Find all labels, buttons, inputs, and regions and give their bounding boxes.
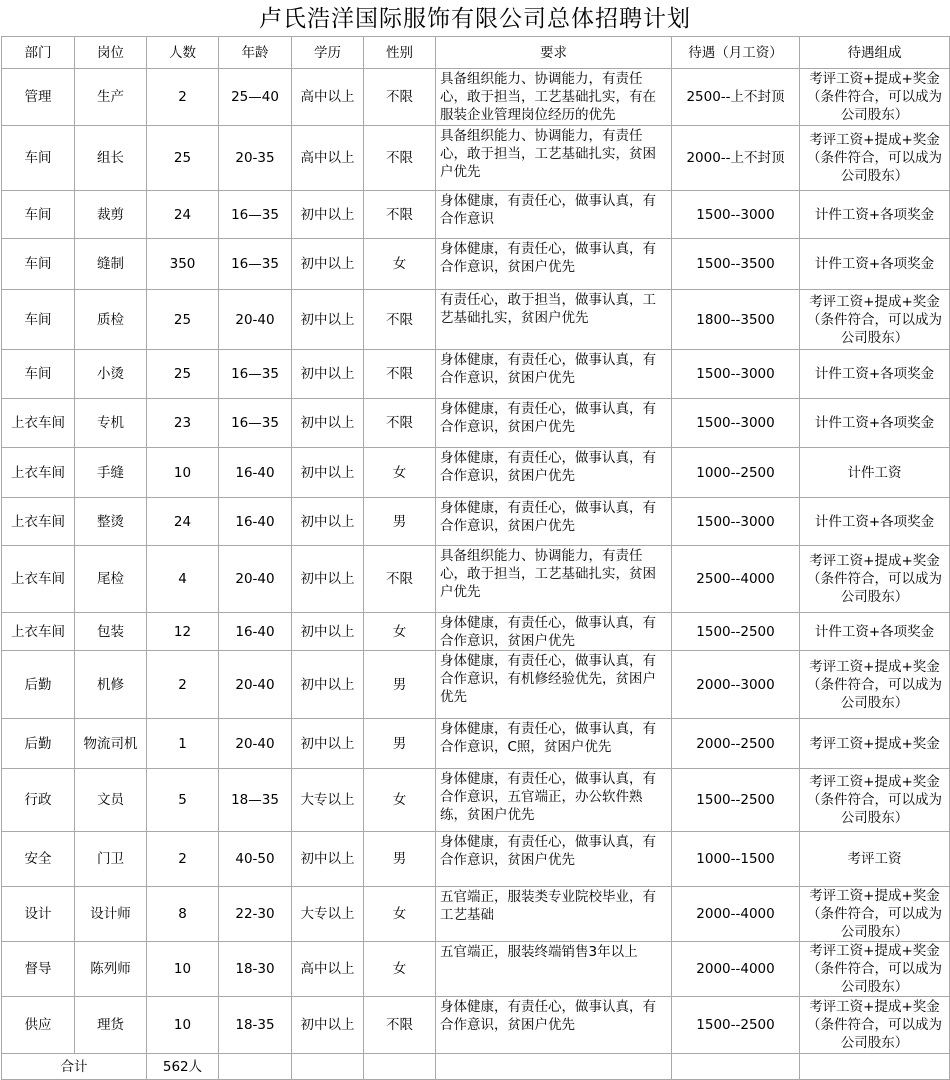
requirement-cell: 身体健康，有责任心，做事认真，有合作意识，贫困户优先 [436, 350, 672, 399]
requirement-cell: 具备组织能力、协调能力，有责任心，敢于担当，工艺基础扎实，有在服装企业管理岗位经历的优先 [436, 69, 672, 126]
salary-cell: 1500--2500 [672, 613, 800, 651]
post-cell: 缝制 [75, 239, 147, 290]
table-row [2, 126, 950, 191]
education-cell: 初中以上 [292, 498, 364, 546]
count-cell: 350 [147, 239, 219, 290]
requirement-cell: 具备组织能力、协调能力，有责任心，敢于担当，工艺基础扎实，贫困户优先 [436, 546, 672, 613]
dept-cell: 上衣车间 [2, 546, 75, 613]
table-row [2, 613, 950, 651]
education-cell: 初中以上 [292, 191, 364, 239]
dept-cell: 行政 [2, 769, 75, 832]
page-title: 卢氏浩洋国际服饰有限公司总体招聘计划 [259, 6, 691, 32]
education-cell: 高中以上 [292, 69, 364, 126]
requirement-cell: 有责任心，敢于担当，做事认真，工艺基础扎实，贫困户优先 [436, 290, 672, 350]
requirement-cell: 身体健康，有责任心，做事认真，有合作意识，贫困户优先 [436, 448, 672, 498]
dept-cell: 上衣车间 [2, 399, 75, 448]
gender-cell: 不限 [364, 290, 436, 350]
compensation-cell: 考评工资 [800, 832, 950, 887]
total-count: 562人 [147, 1054, 219, 1080]
education-cell: 初中以上 [292, 546, 364, 613]
count-cell: 2 [147, 69, 219, 126]
dept-cell: 供应 [2, 997, 75, 1054]
compensation-cell: 考评工资+提成+奖金（条件符合，可以成为公司股东） [800, 126, 950, 191]
count-cell: 10 [147, 942, 219, 997]
header-cell: 性别 [364, 37, 436, 69]
compensation-cell: 计件工资+各项奖金 [800, 191, 950, 239]
table-row [2, 448, 950, 498]
post-cell: 小烫 [75, 350, 147, 399]
age-cell: 16—35 [219, 191, 292, 239]
empty-cell [364, 1054, 436, 1080]
age-cell: 18-30 [219, 942, 292, 997]
gender-cell: 男 [364, 719, 436, 769]
compensation-cell: 计件工资+各项奖金 [800, 613, 950, 651]
requirement-cell: 五官端正，服装类专业院校毕业，有工艺基础 [436, 887, 672, 942]
requirement-cell: 身体健康，有责任心，做事认真，有合作意识 [436, 191, 672, 239]
table-row [2, 997, 950, 1054]
table-row [2, 350, 950, 399]
compensation-cell: 考评工资+提成+奖金 [800, 719, 950, 769]
count-cell: 24 [147, 498, 219, 546]
gender-cell: 女 [364, 887, 436, 942]
empty-cell [800, 1054, 950, 1080]
post-cell: 组长 [75, 126, 147, 191]
empty-cell [436, 1054, 672, 1080]
count-cell: 25 [147, 350, 219, 399]
age-cell: 25—40 [219, 69, 292, 126]
count-cell: 2 [147, 832, 219, 887]
gender-cell: 男 [364, 498, 436, 546]
salary-cell: 2000--4000 [672, 887, 800, 942]
salary-cell: 1500--3000 [672, 350, 800, 399]
post-cell: 裁剪 [75, 191, 147, 239]
compensation-cell: 计件工资+各项奖金 [800, 350, 950, 399]
age-cell: 18-35 [219, 997, 292, 1054]
compensation-cell: 考评工资+提成+奖金（条件符合，可以成为公司股东） [800, 997, 950, 1054]
salary-cell: 1500--3000 [672, 191, 800, 239]
age-cell: 16—35 [219, 239, 292, 290]
salary-cell: 1500--2500 [672, 769, 800, 832]
requirement-cell: 身体健康，有责任心，做事认真，有合作意识，贫困户优先 [436, 399, 672, 448]
requirement-cell: 身体健康，有责任心，做事认真，有合作意识，有机修经验优先，贫困户优先 [436, 651, 672, 719]
header-cell: 岗位 [75, 37, 147, 69]
post-cell: 物流司机 [75, 719, 147, 769]
dept-cell: 督导 [2, 942, 75, 997]
gender-cell: 不限 [364, 69, 436, 126]
empty-cell [219, 1054, 292, 1080]
empty-cell [672, 1054, 800, 1080]
count-cell: 10 [147, 997, 219, 1054]
post-cell: 门卫 [75, 832, 147, 887]
table-row [2, 399, 950, 448]
post-cell: 理货 [75, 997, 147, 1054]
gender-cell: 不限 [364, 350, 436, 399]
table-row [2, 769, 950, 832]
count-cell: 1 [147, 719, 219, 769]
age-cell: 16—35 [219, 350, 292, 399]
total-label: 合计 [2, 1054, 147, 1080]
count-cell: 25 [147, 290, 219, 350]
salary-cell: 1500--3000 [672, 498, 800, 546]
education-cell: 初中以上 [292, 239, 364, 290]
requirement-cell: 五官端正，服装终端销售3年以上 [436, 942, 672, 997]
header-cell: 部门 [2, 37, 75, 69]
salary-cell: 2500--上不封顶 [672, 69, 800, 126]
gender-cell: 不限 [364, 399, 436, 448]
requirement-cell: 具备组织能力、协调能力，有责任心，敢于担当，工艺基础扎实，贫困户优先 [436, 126, 672, 191]
education-cell: 初中以上 [292, 399, 364, 448]
count-cell: 12 [147, 613, 219, 651]
education-cell: 初中以上 [292, 290, 364, 350]
education-cell: 高中以上 [292, 942, 364, 997]
dept-cell: 设计 [2, 887, 75, 942]
gender-cell: 女 [364, 613, 436, 651]
post-cell: 文员 [75, 769, 147, 832]
table-row [2, 239, 950, 290]
post-cell: 包装 [75, 613, 147, 651]
empty-cell [292, 1054, 364, 1080]
table-row [2, 290, 950, 350]
table-row [2, 719, 950, 769]
requirement-cell: 身体健康，有责任心，做事认真，有合作意识，五官端正，办公软件熟练，贫困户优先 [436, 769, 672, 832]
dept-cell: 安全 [2, 832, 75, 887]
count-cell: 8 [147, 887, 219, 942]
salary-cell: 2000--4000 [672, 942, 800, 997]
compensation-cell: 考评工资+提成+奖金（条件符合，可以成为公司股东） [800, 651, 950, 719]
dept-cell: 车间 [2, 126, 75, 191]
count-cell: 10 [147, 448, 219, 498]
dept-cell: 车间 [2, 290, 75, 350]
education-cell: 初中以上 [292, 997, 364, 1054]
salary-cell: 2500--4000 [672, 546, 800, 613]
count-cell: 4 [147, 546, 219, 613]
age-cell: 16-40 [219, 448, 292, 498]
dept-cell: 车间 [2, 239, 75, 290]
count-cell: 24 [147, 191, 219, 239]
post-cell: 设计师 [75, 887, 147, 942]
post-cell: 手缝 [75, 448, 147, 498]
table-row [2, 942, 950, 997]
requirement-cell: 身体健康，有责任心，做事认真，有合作意识，贫困户优先 [436, 239, 672, 290]
recruitment-table [1, 36, 950, 1080]
header-cell: 待遇组成 [800, 37, 950, 69]
post-cell: 生产 [75, 69, 147, 126]
compensation-cell: 考评工资+提成+奖金（条件符合，可以成为公司股东） [800, 546, 950, 613]
header-cell: 人数 [147, 37, 219, 69]
education-cell: 大专以上 [292, 769, 364, 832]
table-row [2, 887, 950, 942]
salary-cell: 2000--3000 [672, 651, 800, 719]
gender-cell: 女 [364, 942, 436, 997]
dept-cell: 上衣车间 [2, 498, 75, 546]
salary-cell: 1500--3500 [672, 239, 800, 290]
education-cell: 初中以上 [292, 832, 364, 887]
post-cell: 质检 [75, 290, 147, 350]
table-row [2, 498, 950, 546]
gender-cell: 女 [364, 448, 436, 498]
dept-cell: 管理 [2, 69, 75, 126]
age-cell: 22-30 [219, 887, 292, 942]
education-cell: 初中以上 [292, 719, 364, 769]
dept-cell: 后勤 [2, 719, 75, 769]
table-row [2, 191, 950, 239]
post-cell: 整烫 [75, 498, 147, 546]
dept-cell: 车间 [2, 191, 75, 239]
dept-cell: 车间 [2, 350, 75, 399]
table-row [2, 651, 950, 719]
salary-cell: 1000--1500 [672, 832, 800, 887]
education-cell: 初中以上 [292, 651, 364, 719]
post-cell: 机修 [75, 651, 147, 719]
requirement-cell: 身体健康，有责任心，做事认真，有合作意识，贫困户优先 [436, 498, 672, 546]
gender-cell: 男 [364, 832, 436, 887]
dept-cell: 上衣车间 [2, 448, 75, 498]
compensation-cell: 考评工资+提成+奖金（条件符合，可以成为公司股东） [800, 769, 950, 832]
requirement-cell: 身体健康，有责任心，做事认真，有合作意识，贫困户优先 [436, 832, 672, 887]
compensation-cell: 计件工资+各项奖金 [800, 399, 950, 448]
salary-cell: 1800--3500 [672, 290, 800, 350]
count-cell: 25 [147, 126, 219, 191]
age-cell: 16-40 [219, 613, 292, 651]
salary-cell: 1000--2500 [672, 448, 800, 498]
age-cell: 16—35 [219, 399, 292, 448]
post-cell: 专机 [75, 399, 147, 448]
education-cell: 初中以上 [292, 350, 364, 399]
age-cell: 18—35 [219, 769, 292, 832]
count-cell: 5 [147, 769, 219, 832]
compensation-cell: 考评工资+提成+奖金（条件符合，可以成为公司股东） [800, 290, 950, 350]
gender-cell: 女 [364, 239, 436, 290]
education-cell: 初中以上 [292, 613, 364, 651]
table-row [2, 69, 950, 126]
age-cell: 20-35 [219, 126, 292, 191]
header-cell: 学历 [292, 37, 364, 69]
requirement-cell: 身体健康，有责任心，做事认真，有合作意识，贫困户优先 [436, 613, 672, 651]
header-row [2, 37, 950, 69]
gender-cell: 不限 [364, 191, 436, 239]
post-cell: 尾检 [75, 546, 147, 613]
age-cell: 40-50 [219, 832, 292, 887]
education-cell: 大专以上 [292, 887, 364, 942]
table-row [2, 546, 950, 613]
header-cell: 要求 [436, 37, 672, 69]
table-row [2, 832, 950, 887]
salary-cell: 2000--2500 [672, 719, 800, 769]
gender-cell: 不限 [364, 546, 436, 613]
compensation-cell: 计件工资+各项奖金 [800, 498, 950, 546]
age-cell: 20-40 [219, 290, 292, 350]
compensation-cell: 考评工资+提成+奖金（条件符合，可以成为公司股东） [800, 69, 950, 126]
header-cell: 年龄 [219, 37, 292, 69]
education-cell: 高中以上 [292, 126, 364, 191]
gender-cell: 男 [364, 651, 436, 719]
age-cell: 20-40 [219, 719, 292, 769]
dept-cell: 后勤 [2, 651, 75, 719]
total-row [2, 1054, 950, 1080]
count-cell: 2 [147, 651, 219, 719]
header-cell: 待遇（月工资） [672, 37, 800, 69]
gender-cell: 女 [364, 769, 436, 832]
age-cell: 20-40 [219, 651, 292, 719]
salary-cell: 2000--上不封顶 [672, 126, 800, 191]
age-cell: 16-40 [219, 498, 292, 546]
compensation-cell: 考评工资+提成+奖金（条件符合，可以成为公司股东） [800, 942, 950, 997]
salary-cell: 1500--2500 [672, 997, 800, 1054]
requirement-cell: 身体健康，有责任心，做事认真，有合作意识，C照，贫困户优先 [436, 719, 672, 769]
age-cell: 20-40 [219, 546, 292, 613]
salary-cell: 1500--3000 [672, 399, 800, 448]
dept-cell: 上衣车间 [2, 613, 75, 651]
compensation-cell: 考评工资+提成+奖金（条件符合，可以成为公司股东） [800, 887, 950, 942]
compensation-cell: 计件工资 [800, 448, 950, 498]
gender-cell: 不限 [364, 126, 436, 191]
requirement-cell: 身体健康，有责任心，做事认真，有合作意识，贫困户优先 [436, 997, 672, 1054]
count-cell: 23 [147, 399, 219, 448]
education-cell: 初中以上 [292, 448, 364, 498]
post-cell: 陈列师 [75, 942, 147, 997]
compensation-cell: 计件工资+各项奖金 [800, 239, 950, 290]
gender-cell: 不限 [364, 997, 436, 1054]
